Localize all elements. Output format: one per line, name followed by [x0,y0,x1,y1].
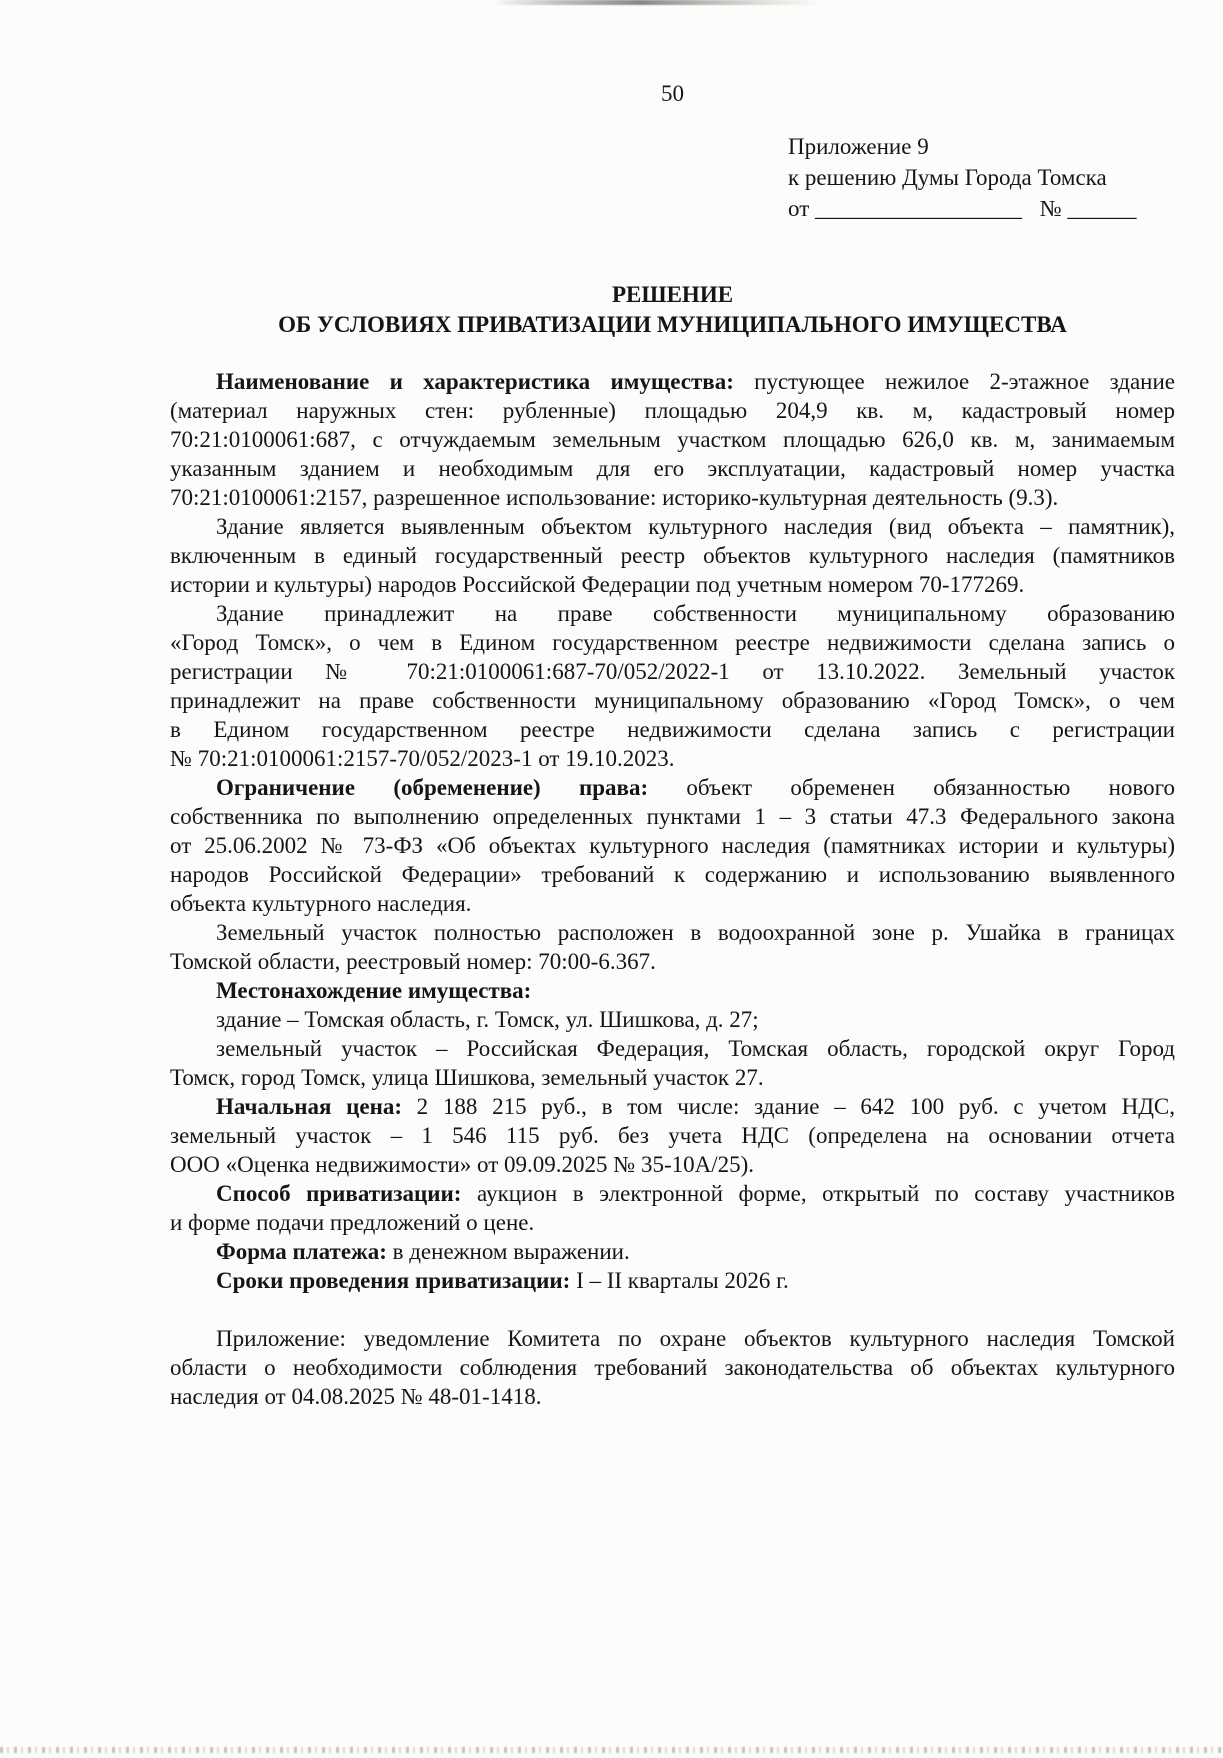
text-line [170,1034,1175,1063]
page-number: 50 [661,81,684,106]
text-line [170,1121,1175,1150]
paragraph-heritage-status [170,512,1175,599]
text-line [170,947,1175,976]
text-line [170,1208,1175,1237]
text-line [170,425,1175,454]
text-line [170,628,1175,657]
text-line-content: и форме подачи предложений о цене. [170,1210,535,1235]
paragraph-lead: Начальная цена: [216,1094,402,1119]
text-line-content: земельный участок – 1 546 115 руб. без учета НДС (определена на основании отчета [170,1123,1175,1148]
text-line [170,773,1175,802]
text-line-content: включенным в единый государственный реестр объектов культурного наследия (памятников [170,543,1175,568]
document-title-block [170,280,1175,340]
paragraph-encumbrance [170,773,1175,918]
text-line-content: в Едином государственном реестре недвижимости сделана запись с регистрации [170,717,1175,742]
text-line [170,802,1175,831]
text-line-content: (материал наружных стен: рубленные) площадью 204,9 кв. м, кадастровый номер [170,398,1175,423]
paragraph-location-land-plot [170,1034,1175,1092]
text-line-content: истории и культуры) народов Российской Федерации под учетным номером 70-177269. [170,572,1025,597]
text-line [170,512,1175,541]
paragraph-initial-price [170,1092,1175,1179]
text-line-content: Здание является выявленным объектом культурного наследия (вид объекта – памятник), [216,514,1175,539]
document-title: РЕШЕНИЕ [611,282,734,307]
date-blank-line: __________________ [815,196,1022,221]
text-line [170,1179,1175,1208]
text-line [170,860,1175,889]
text-line [170,1266,1175,1295]
text-line-content: объекта культурного наследия. [170,891,472,916]
number-sign-label: № [1039,196,1062,221]
text-line-content: 70:21:0100061:2157, разрешенное использование: историко-культурная деятельность (9.3). [170,485,1059,510]
text-line [170,918,1175,947]
paragraph-location-heading [170,976,1175,1005]
text-line-content: ООО «Оценка недвижимости» от 09.09.2025 № 35-10А/25). [170,1152,755,1177]
text-line [170,744,1175,773]
text-line [170,367,1175,396]
appendix-date-number-line [788,193,1136,224]
text-line-content: Томской области, реестровый номер: 70:00-6.367. [170,949,656,974]
text-line [170,1063,1175,1092]
text-line [170,599,1175,628]
scan-artifact-top [492,0,822,5]
scan-artifact-bottom [0,1747,1223,1753]
paragraph-water-protection-zone [170,918,1175,976]
text-line [170,1237,1175,1266]
text-line-content: 2 188 215 руб., в том числе: здание – 642 100 руб. с учетом НДС, [401,1094,1175,1119]
text-line-content: области о необходимости соблюдения требований законодательства об объектах культурного [170,1355,1175,1380]
text-line [170,1353,1175,1382]
text-line-content: земельный участок – Российская Федерация, Томская область, городской округ Город [216,1036,1175,1061]
paragraph-location-building [170,1005,1175,1034]
text-line [170,715,1175,744]
text-line [170,976,1175,1005]
paragraph-lead: Наименование и характеристика имущества: [216,369,734,394]
paragraph-privatization-method [170,1179,1175,1237]
text-line [170,1382,1175,1411]
paragraph-lead: Местонахождение имущества: [216,978,532,1003]
text-line-content: 70:21:0100061:687, с отчуждаемым земельным участком площадью 626,0 кв. м, занимаемым [170,427,1175,452]
text-line-content: Томск, город Томск, улица Шишкова, земельный участок 27. [170,1065,764,1090]
text-line-content: Земельный участок полностью расположен в водоохранной зоне р. Ушайка в границах [216,920,1175,945]
text-line-content: регистрации № 70:21:0100061:687-70/052/2022-1 от 13.10.2022. Земельный участок [170,659,1175,684]
paragraph-property-description [170,367,1175,512]
text-line-content: народов Российской Федерации» требований к содержанию и использованию выявленного [170,862,1175,887]
text-line-content: аукцион в электронной форме, открытый по составу участников [461,1181,1175,1206]
text-line [170,454,1175,483]
text-line [170,1092,1175,1121]
text-line [170,1324,1175,1353]
document-subtitle: ОБ УСЛОВИЯХ ПРИВАТИЗАЦИИ МУНИЦИПАЛЬНОГО ИМУЩЕСТВА [278,312,1067,337]
number-blank-line: ______ [1067,196,1137,221]
text-line [170,889,1175,918]
text-line [170,396,1175,425]
paragraph-lead: Ограничение (обременение) права: [216,775,649,800]
text-line-content: собственника по выполнению определенных пунктами 1 – 3 статьи 47.3 Федерального закона [170,804,1175,829]
text-line [170,686,1175,715]
text-line-content: Здание принадлежит на праве собственности муниципальному образованию [216,601,1175,626]
text-line-content: принадлежит на праве собственности муниципальному образованию «Город Томск», о чем [170,688,1175,713]
paragraph-payment-form [170,1237,1175,1266]
document-body [170,367,1175,1411]
text-line-content: здание – Томская область, г. Томск, ул. Шишкова, д. 27; [216,1007,759,1032]
text-line [170,1150,1175,1179]
text-line-content: Приложение: уведомление Комитета по охране объектов культурного наследия Томской [216,1326,1175,1351]
paragraph-lead: Сроки проведения приватизации: [216,1268,571,1293]
text-line-content: I – II кварталы 2026 г. [570,1268,789,1293]
appendix-title-line: Приложение 9 [788,134,929,159]
appendix-subtitle-line: к решению Думы Города Томска [788,165,1107,190]
paragraph-attachment-note [170,1324,1175,1411]
text-line-content: указанным зданием и необходимым для его эксплуатации, кадастровый номер участка [170,456,1175,481]
paragraph-lead: Способ приватизации: [216,1181,462,1206]
paragraph-lead: Форма платежа: [216,1239,387,1264]
paragraph-privatization-terms [170,1266,1175,1295]
text-line [170,541,1175,570]
text-line-content: № 70:21:0100061:2157-70/052/2023-1 от 19.10.2023. [170,746,675,771]
text-line [170,570,1175,599]
text-line-content: пустующее нежилое 2-этажное здание [733,369,1175,394]
text-line-content: в денежном выражении. [386,1239,630,1264]
text-line [170,657,1175,686]
appendix-reference-block [788,131,1136,224]
text-line-content: от 25.06.2002 № 73-ФЗ «Об объектах культурного наследия (памятниках истории и культуры) [170,833,1175,858]
text-line [170,1005,1175,1034]
text-line [170,483,1175,512]
paragraph-ownership-registration [170,599,1175,773]
date-from-label: от [788,196,810,221]
text-line [170,831,1175,860]
text-line-content: объект обременен обязанностью нового [648,775,1175,800]
text-line-content: «Город Томск», о чем в Едином государственном реестре недвижимости сделана запись о [170,630,1175,655]
text-line-content: наследия от 04.08.2025 № 48-01-1418. [170,1384,542,1409]
